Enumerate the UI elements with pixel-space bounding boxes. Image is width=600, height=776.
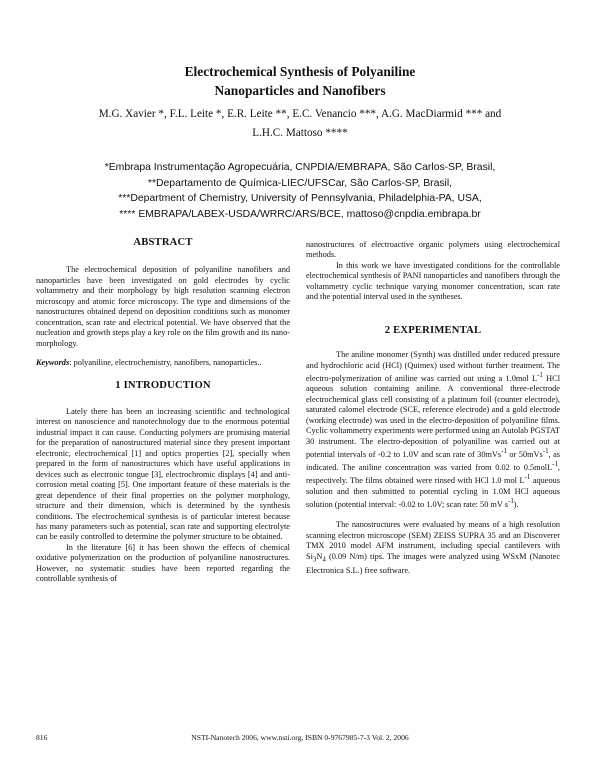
title-line-1: Electrochemical Synthesis of Polyaniline <box>184 64 416 79</box>
page-number: 816 <box>36 733 48 742</box>
abstract-heading: ABSTRACT <box>133 237 193 248</box>
authors-line-2: L.H.C. Mattoso **** <box>252 127 348 139</box>
keywords-text: : polyaniline, electrochemistry, nanofibers, nanoparticles.. <box>69 358 262 368</box>
experimental-paragraph-1: The aniline monomer (Synth) was distilled under reduced pressure and hydrochloric acid (HCl) (Quimex) used without further treatment. The electro-polymerization of aniline was carried out using a 1.0mol $L^{-1}$ HCl aqueous solution containing aniline. A conventional three-electrode electrochemical glass cell consisting of a platinum foil (counter electrode), saturated calomel electrode (SCE, reference electrode) and a gold electrode (working electrode) was used in the electro-deposition of polyaniline films. Cyclic voltammetry experiments were performed using an Autolab PGSTAT 30 instrument. The electro-deposition of polyaniline was carried out at potential intervals of -0.2 to 1.0V and scan rate of 30mVs$^{-1}$ or 50mVs$^{-1}$, as indicated. The aniline concentration was varied from 0.02 to 0.5molL$^{-1}$, respectively. The films obtained were rinsed with HCl 1.0 mol $L^{-1}$ aqueous solution and then submitted to potential cycling in 1.0M HCl aqueous solution (potential interval: -0.02 to 1.0V; scan rate: 50 mV $s^{-1}$). <box>306 350 561 509</box>
introduction-heading: 1 INTRODUCTION <box>115 379 211 391</box>
keywords-label: Keywords <box>36 358 70 368</box>
title-line-2: Nanoparticles and Nanofibers <box>214 83 386 98</box>
left-column <box>36 238 290 585</box>
footer-source: NSTI-Nanotech 2006, www.nsti.org, ISBN 0-9767985-7-3 Vol. 2, 2006 <box>191 733 409 742</box>
right-continuation: nanostructures of electroactive organic polymers using electrochemical methods. <box>306 240 560 260</box>
intro-paragraph-1: Lately there has been an increasing scientific and technological interest on nanoscience and nanotechnology due to the enormous potential industrial impact it can cause. Conducting polymers are promising material for the preparation of nanostructured material since they present important electronic, electrochemical [1] and optics properties [2], specially when prepared in the form of nanostructures which have useful applications in devices such as electronic tongue [3], electrochromic displays [4] and anti-corrosion metal coating [5]. One important feature of these materials is the great dependence of their final properties on the polymer morphology, structure and their dimension, which is determined by the synthesis conditions. The electrochemical synthesis is of particular interest because has many parameters such as potential, scan rate and supporting electrolyte can be easily controlled to determine the polymer structure to be obtained. <box>36 406 290 542</box>
author-list <box>60 105 540 143</box>
right-paragraph-2: In this work we have investigated conditions for the controllable electrochemical synthesis of PANI nanoparticles and nanofibers through the voltammetry cyclic technique varying monomer concentration, scan rate and the potential interval used in the syntheses. <box>306 260 560 302</box>
experimental-paragraph-2: The nanostructures were evaluated by means of a high resolution scanning electron microscope (SEM) ZEISS SUPRA 35 and an Discoverer TMX 2010 model AFM instrument, including special cantilevers with $Si_3N_4$ (0.09 N/m) tips. The images were analyzed using WSxM (Nanotec Electronica S.L.) free software. <box>306 520 560 575</box>
authors-line-1: M.G. Xavier *, F.L. Leite *, E.R. Leite **, E.C. Venancio ***, A.G. MacDiarmid *** and <box>98 108 502 120</box>
keywords <box>36 358 290 368</box>
affiliations <box>40 160 560 222</box>
intro-paragraph-2: In the literature [6] it has been shown the effects of chemical oxidative polymerization on the production of polyaniline nanostructures. However, no systematic studies have been reported regarding the controllable synthesis of <box>36 542 290 584</box>
right-column <box>306 240 560 576</box>
affiliation-4: **** EMBRAPA/LABEX-USDA/WRRC/ARS/BCE, mattoso@cnpdia.embrapa.br <box>119 208 481 220</box>
affiliation-2: **Departamento de Química-LIEC/UFSCar, São Carlos-SP, Brasil, <box>147 177 453 189</box>
paper-title <box>0 62 600 100</box>
abstract-text: The electrochemical deposition of polyaniline nanofibers and nanoparticles have been investigated on gold electrodes by cyclic voltammetry and their morphology by high resolution scanning electron microscopy and atomic force microscopy. The type and dimensions of the nanostructures obtained depend on deposition conditions such as monomer concentration, scan rate and electrical potential. We have observed that the nucleation and growth steps play a key role on the film growth and its nano-morphology. <box>36 265 290 348</box>
affiliation-1: *Embrapa Instrumentação Agropecuária, CNPDIA/EMBRAPA, São Carlos-SP, Brasil, <box>104 162 496 173</box>
affiliation-3: ***Department of Chemistry, University of Pennsylvania, Philadelphia-PA, USA, <box>118 193 482 204</box>
experimental-heading: 2 EXPERIMENTAL <box>384 324 482 336</box>
